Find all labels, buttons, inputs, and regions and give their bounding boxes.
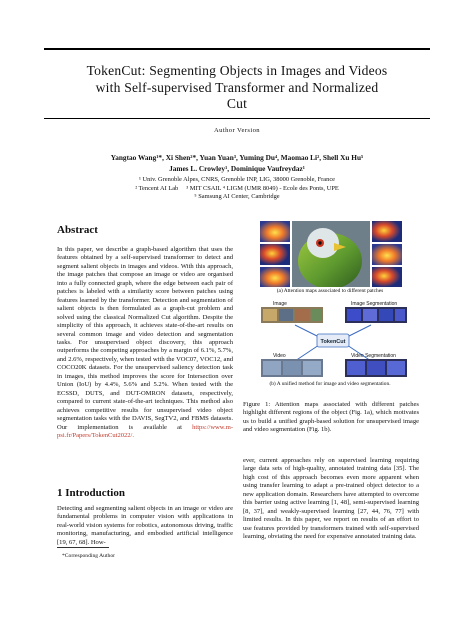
authors bbox=[44, 153, 430, 174]
authors-line-2: James L. Crowley¹, Dominique Vaufreydaz¹ bbox=[169, 163, 305, 173]
figure-1b bbox=[255, 299, 411, 379]
label-image: Image bbox=[273, 301, 287, 307]
authors-line-1: Yangtao Wang¹*, Xi Shen²*, Yuan Yuan³, Yuming Du⁴, Maomao Li², Shell Xu Hu⁵ bbox=[110, 153, 364, 162]
affiliations bbox=[44, 176, 430, 202]
image-strip bbox=[261, 307, 323, 323]
affiliation-line: ² Tencent AI Lab ³ MIT CSAIL ⁴ LIGM (UMR 8049) - Ecole des Ponts, UPE bbox=[135, 184, 339, 192]
affiliation-line: ⁵ Samsung AI Center, Cambridge bbox=[194, 193, 280, 201]
title-line-2: with Self-supervised Transformer and Normalized bbox=[95, 79, 379, 95]
label-image-seg: Image Segmentation bbox=[351, 301, 398, 307]
title-line-1: TokenCut: Segmenting Objects in Images and Videos bbox=[86, 63, 388, 78]
project-link[interactable]: https://www.m-psi.fr/Papers/TokenCut2022/. bbox=[57, 423, 233, 439]
version-label: Author Version bbox=[214, 127, 260, 134]
paper-title bbox=[44, 63, 430, 113]
image-seg-strip bbox=[345, 307, 407, 323]
abstract-body bbox=[57, 246, 233, 440]
intro-right-column: ever, current approaches rely on supervised learning requiring large data sets of high-quality, annotated training data [35]. The high cost of this approach becomes even more apparent when using transfer learning to adapt a pre-trained object detector to a new application domain. Researchers have attempted to overcome this barrier using active learning [1, 48], semi-supervised learning [8, 37], and weakly-supervised learning [27, 44, 76, 77] with limited results. In this paper, we report on results of an effort to use features provided by transformers trained with self-supervised learning, obviating the need for expensive annotated training data. bbox=[243, 457, 419, 541]
affiliation-line: ¹ Univ. Grenoble Alpes, CNRS, Grenoble INP, LIG, 38000 Grenoble, France bbox=[138, 176, 336, 183]
intro-heading: 1 Introduction bbox=[57, 487, 125, 499]
abstract-text: In this paper, we describe a graph-based algorithm that uses the features obtained by a self-supervised transformer to detect and segment salient objects in images and videos. With this approach, the image patches that compose an image or video are organised into a fully connected graph, where the edge between each pair of patches is labeled with a similarity score between patches using features learned by the transformer. Detection and segmentation of salient objects is then formulated as a graph-cut problem and solved using the classical Normalized Cut algorithm. Despite the simplicity of this approach, it achieves state-of-the-art results on several common image and video detection and segmentation tasks. For unsupervised object discovery, this approach outperforms the competing approaches by a margin of 6.1%, 5.7%, and 2.6%, respectively, when tested with the VOC07, VOC12, and COCO20K datasets. For the unsupervised saliency detection task in images, this method improves the score for Intersection over Union (IoU) by 4.4%, 5.6% and 5.2%. When tested with the ECSSD, DUTS, and DUT-OMRON datasets, respectively, compared to current state-of-the-art techniques. This method also achieves competitive results for unsupervised video object segmentation tasks with the DAVIS, SegTV2, and FBMS datasets. Our implementation is available at bbox=[57, 246, 233, 431]
video-seg-strip bbox=[345, 359, 407, 377]
attention-maps-image bbox=[260, 221, 402, 287]
figure-1a bbox=[260, 221, 402, 287]
unified-method-diagram bbox=[255, 299, 411, 379]
title-rule-bottom bbox=[44, 118, 430, 119]
footnote-rule bbox=[57, 547, 109, 548]
label-video: Video bbox=[273, 353, 286, 359]
title-line-3: Cut bbox=[226, 96, 248, 111]
tokencut-label: TokenCut bbox=[320, 339, 346, 345]
video-strip bbox=[261, 359, 323, 377]
intro-body: Detecting and segmenting salient objects in an image or video are fundamental problems in computer vision with applications in real-world vision systems for robotics, autonomous driving, traffic monitoring, manufacturing, and embodied artificial intelligence [19, 67, 68]. How- bbox=[57, 505, 233, 546]
figure-1b-caption: (b) A unified method for image and video segmentation. bbox=[269, 381, 391, 387]
figure-1a-caption: (a) Attention maps associated to different patches bbox=[276, 288, 384, 294]
abstract-heading: Abstract bbox=[57, 224, 98, 236]
label-video-seg: Video Segmentation bbox=[351, 353, 396, 359]
title-rule-top bbox=[44, 48, 430, 50]
footnote: *Corresponding Author bbox=[62, 553, 115, 559]
figure-caption: Figure 1: Attention maps associated with different patches highlight different regions of the object (Fig. 1a), which motivates us to build a unified graph-based solution for unsupervised image and video segmentation (Fig. 1b). bbox=[243, 401, 419, 434]
